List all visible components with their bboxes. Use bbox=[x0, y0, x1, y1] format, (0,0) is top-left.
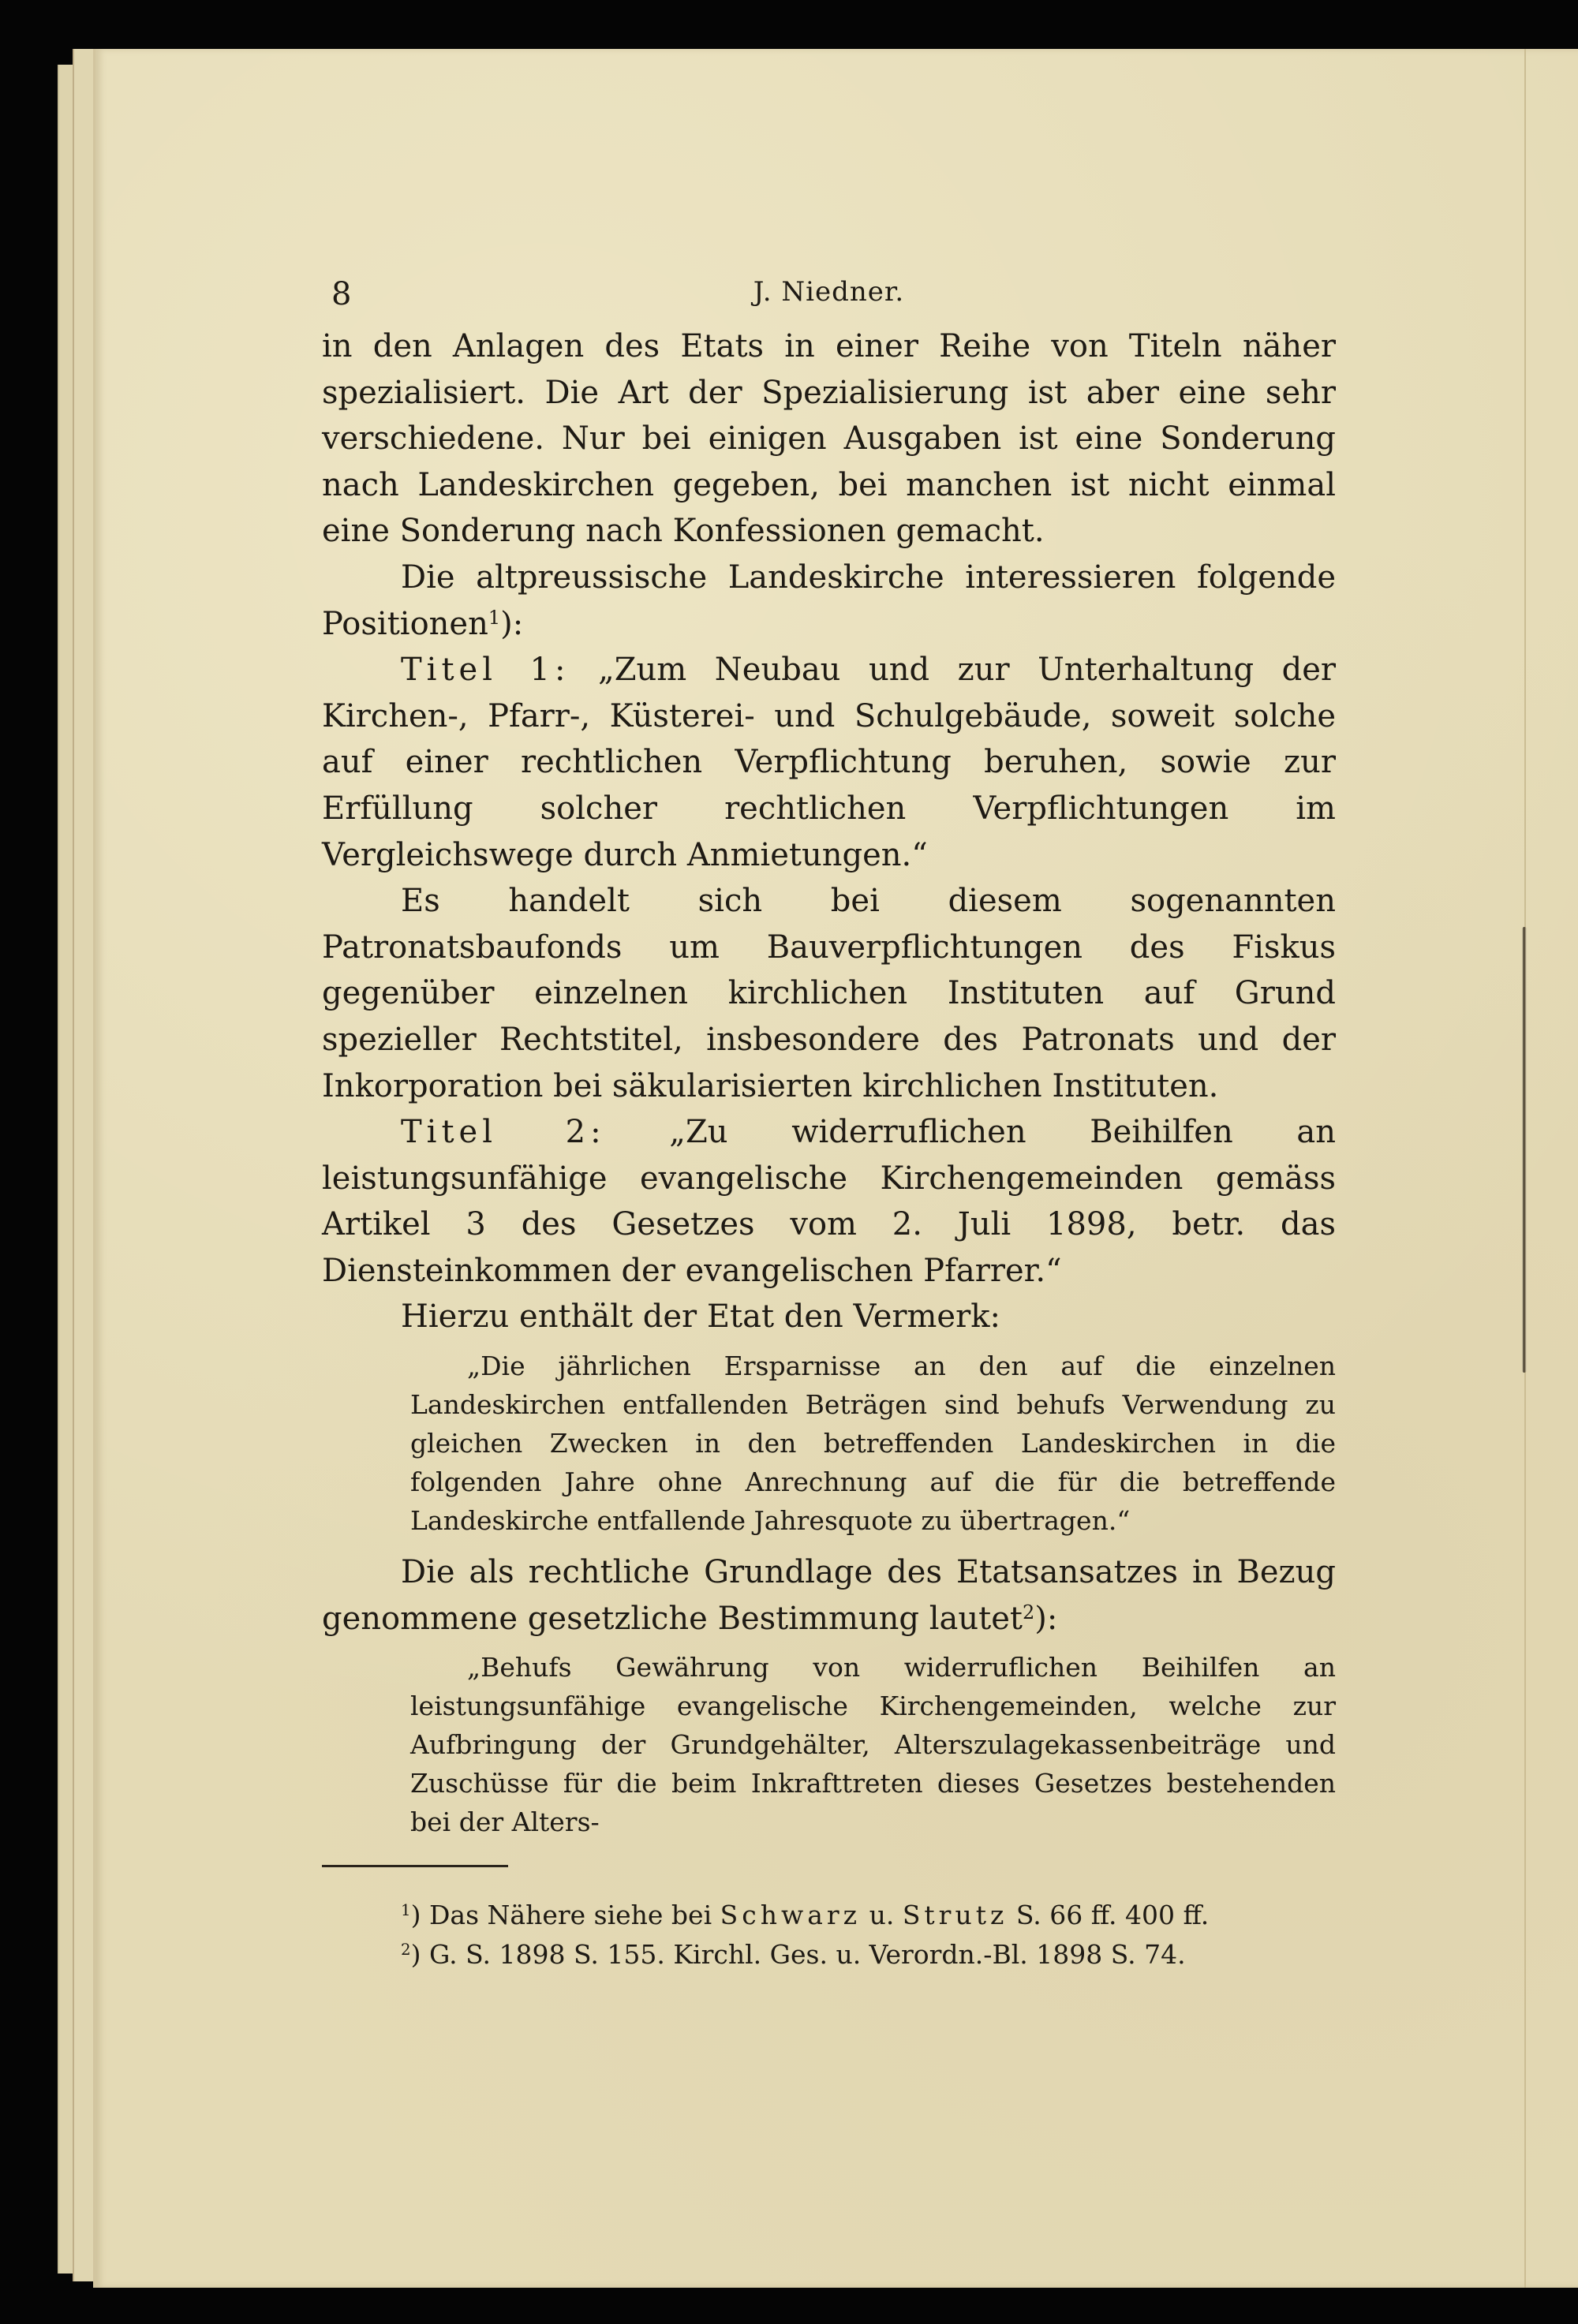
footnote-1-author-2: Strutz bbox=[902, 1900, 1008, 1931]
paragraph-2 bbox=[322, 555, 1336, 647]
footnote-2-text: ) G. S. 1898 S. 155. Kirchl. Ges. u. Verordn.-Bl. 1898 S. 74. bbox=[410, 1939, 1186, 1971]
paragraph-2-end: ): bbox=[500, 605, 524, 642]
footnote-1-conj: u. bbox=[861, 1900, 903, 1931]
paragraph-7-text: Die als rechtliche Grundlage des Etatsansatzes in Bezug genommene gesetzliche Bestimmung lautet bbox=[322, 1554, 1336, 1637]
paragraph-7 bbox=[322, 1549, 1336, 1642]
page-header bbox=[322, 260, 1336, 323]
footnote-1-pages: S. 66 ff. 400 ff. bbox=[1008, 1900, 1210, 1931]
running-head: J. Niedner. bbox=[753, 276, 905, 308]
paragraph-titel-2 bbox=[322, 1109, 1336, 1294]
titel-1-label: Titel 1: bbox=[401, 652, 570, 689]
footnote-2 bbox=[401, 1935, 1336, 1975]
paragraph-4: Es handelt sich bei diesem sogenannten Patronatsbaufonds um Bauverpflichtungen des Fiskus gegenüber einzelnen kirchlichen Instituten auf Grund spezieller Rechtstitel, insbesondere des Patronats und der Inkorporation bei säkularisierten kirchlichen Instituten. bbox=[322, 883, 1336, 1104]
titel-1-text: „Zum Neubau und zur Unterhaltung der Kirchen-, Pfarr-, Küsterei- und Schulgebäude, soweit solche auf einer rechtlichen Verpflichtung beruhen, sowie zur Erfüllung solcher rechtlichen Verpflichtungen im Vergleichswege durch Anmietungen.“ bbox=[322, 652, 1337, 873]
footnote-divider bbox=[322, 1865, 508, 1867]
footnote-1-text: ) Das Nähere siehe bei bbox=[410, 1900, 720, 1931]
titel-2-text: „Zu widerruflichen Beihilfen an leistungsunfähige evangelische Kirchengemeinden gemäss Artikel 3 des Gesetzes vom 2. Juli 1898, betr. das Diensteinkommen der evangelischen Pfarrer.“ bbox=[322, 1114, 1336, 1289]
block-quote-1: „Die jährlichen Ersparnisse an den auf die einzelnen Landeskirchen entfallenden Beträgen sind behufs Verwendung zu gleichen Zwecken in den betreffenden Landeskirchen in die folgenden Jahre ohne Anrechnung auf die für die betreffende Landeskirche entfallende Jahresquote zu übertragen.“ bbox=[410, 1351, 1336, 1537]
block-quote-2: „Behufs Gewährung von widerruflichen Beihilfen an leistungsunfähige evangelische Kirchengemeinden, welche zur Aufbringung der Grundgehälter, Alterszulagekassenbeiträge und Zuschüsse für die beim Inkrafttreten dieses Gesetzes bestehenden bei der Alters- bbox=[410, 1652, 1336, 1838]
footnote-1 bbox=[401, 1896, 1336, 1935]
paragraph-2-text: Die altpreussische Landeskirche interessieren folgende Positionen bbox=[322, 559, 1336, 642]
paragraph-6: Hierzu enthält der Etat den Vermerk: bbox=[401, 1298, 1000, 1336]
page-number: 8 bbox=[331, 276, 352, 312]
paragraph-7-end: ): bbox=[1034, 1600, 1058, 1637]
footnote-ref-2[interactable]: 2 bbox=[1022, 1601, 1035, 1623]
footnote-ref-1[interactable]: 1 bbox=[488, 606, 501, 629]
footnote-mark-1: 1 bbox=[401, 1901, 411, 1920]
paragraph-1: in den Anlagen des Etats in einer Reihe von Titeln näher spezialisiert. Die Art der Spezialisierung ist aber eine sehr verschiedene. Nur bei einigen Ausgaben ist eine Sonderung nach Landeskirchen gegeben, bei manchen ist nicht einmal eine Sonderung nach Konfessionen gemacht. bbox=[322, 328, 1336, 550]
titel-2-label: Titel 2: bbox=[401, 1114, 606, 1151]
footnote-1-author-1: Schwarz bbox=[720, 1900, 862, 1931]
page-text bbox=[322, 260, 1336, 1975]
binding-thread bbox=[1522, 927, 1527, 1373]
paragraph-titel-1 bbox=[322, 647, 1336, 878]
footnote-mark-2: 2 bbox=[401, 1941, 411, 1960]
